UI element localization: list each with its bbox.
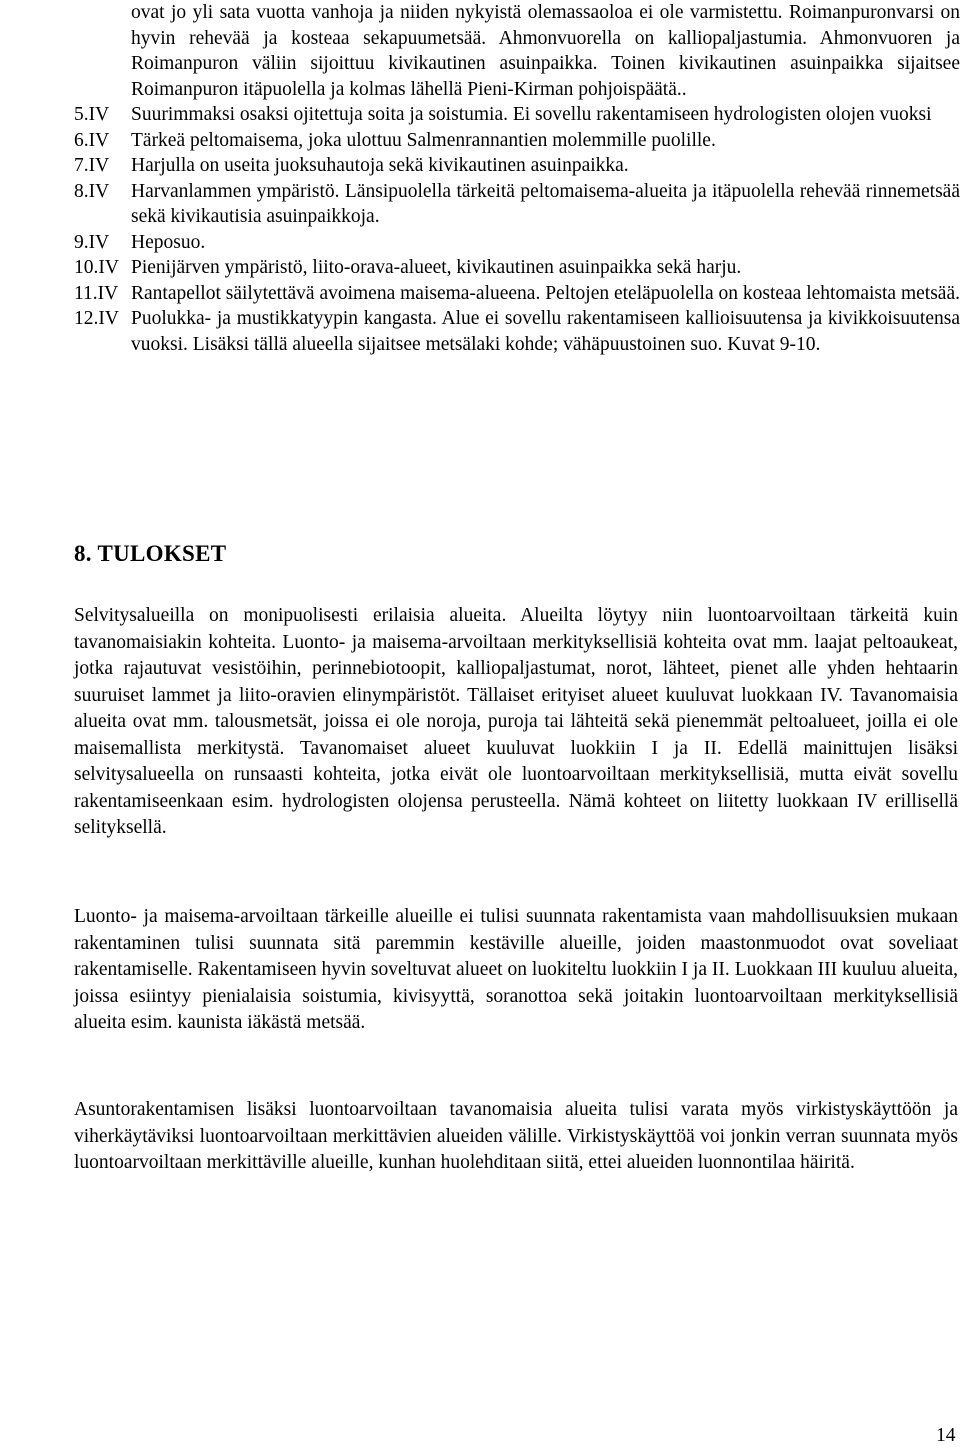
list-item-8	[74, 179, 960, 230]
list-item-7	[74, 153, 960, 179]
list-item-12	[74, 306, 960, 357]
section-heading: 8. TULOKSET	[74, 541, 227, 566]
list-item-number: 11.IV	[74, 282, 119, 304]
area-classification-list	[74, 0, 960, 357]
list-item-number: 5.IV	[74, 104, 110, 125]
list-item-6	[74, 128, 960, 154]
list-item-text: ovat jo yli sata vuotta vanhoja ja niiden nykyistä olemassaoloa ei ole varmistettu. Roimanpuronvarsi on hyvin rehevää ja kosteaa sekapuumetsää. Ahmonvuorella on kalliopaljastumia. Ahmonvuoren ja Roimanpuron väliin sijoittuu kivikautinen asuinpaikka. Toinen kivikautinen asuinpaikka sijaitsee Roimanpuron itäpuolella ja kolmas lähellä Pieni-Kirman pohjoispäätä..	[131, 2, 960, 100]
list-item-number: 9.IV	[74, 231, 110, 253]
body-paragraph: Asuntorakentamisen lisäksi luontoarvoiltaan tavanomaisia alueita tulisi varata myös virkistyskäyttöön ja viherkäytäviksi luontoarvoiltaan merkittävien alueiden välille. Virkistyskäyttöä voi jonkin verran suunnata myös luontoarvoiltaan merkittäville alueille, kunhan huolehditaan siitä, ettei alueiden luonnontilaa häiritä.	[74, 1099, 958, 1173]
list-item-text: Suurimmaksi osaksi ojitettuja soita ja soistumia. Ei sovellu rakentamiseen hydrologisten olojen vuoksi	[131, 104, 932, 125]
list-item-text: Heposuo.	[131, 231, 206, 253]
list-item-text: Harvanlammen ympäristö. Länsipuolella tärkeitä peltomaisema-alueita ja itäpuolella rehevää rinnemetsää sekä kivikautisia asuinpaikkoja.	[131, 180, 960, 227]
list-item-9	[74, 230, 960, 256]
list-item-5	[74, 102, 960, 128]
list-item-number: 12.IV	[74, 308, 119, 329]
list-item-10	[74, 255, 960, 281]
list-item-text: Pienijärven ympäristö, liito-orava-alueet, kivikautinen asuinpaikka sekä harju.	[131, 257, 742, 278]
list-item-11	[74, 281, 960, 307]
list-item-text: Rantapellot säilytettävä avoimena maisema-alueena. Peltojen eteläpuolella on kosteaa lehtomaista metsää.	[131, 282, 960, 304]
list-item-number: 10.IV	[74, 257, 119, 278]
list-item-continued	[74, 0, 960, 102]
list-item-number: 7.IV	[74, 155, 110, 176]
body-paragraph: Luonto- ja maisema-arvoiltaan tärkeille alueille ei tulisi suunnata rakentamista vaan mahdollisuuksien mukaan rakentaminen tulisi suunnata sitä paremmin kestäville alueille, joiden maastonmuodot ovat soveliaat rakentamiselle. Rakentamiseen hyvin soveltuvat alueet on luokiteltu luokkiin I ja II. Luokkaan III kuuluu alueita, joissa esiintyy pienialaisia soistumia, kivisyyttä, soranottoa sekä joitakin luontoarvoiltaan merkityksellisiä alueita esim. kaunista iäkästä metsää.	[74, 906, 958, 1033]
body-paragraph: Selvitysalueilla on monipuolisesti erilaisia alueita. Alueilta löytyy niin luontoarvoiltaan tärkeitä kuin tavanomaisiakin kohteita. Luonto- ja maisema-arvoiltaan merkityksellisiä kohteita ovat mm. laajat peltoaukeat, jotka rajautuvat vesistöihin, perinnebiotoopit, kalliopaljastumat, norot, lähteet, pienet alle yhden hehtaarin suuruiset lammet ja liito-oravien elinympäristöt. Tällaiset erityiset alueet kuuluvat luokkaan IV. Tavanomaisia alueita ovat mm. talousmetsät, joissa ei ole noroja, puroja tai lähteitä sekä pienemmät peltoalueet, joilla ei ole maisemallista merkitystä. Tavanomaiset alueet kuuluvat luokkiin I ja II. Edellä mainittujen lisäksi selvitysalueella on runsaasti kohteita, jotka eivät ole luontoarvoiltaan merkityksellisiä, mutta eivät sovellu rakentamiseenkaan esim. hydrologisten olojensa perusteella. Nämä kohteet on liitetty luokkaan IV erillisellä selityksellä.	[74, 605, 958, 838]
page-number: 14	[936, 1425, 956, 1446]
list-item-number: 8.IV	[74, 180, 110, 202]
list-item-text: Tärkeä peltomaisema, joka ulottuu Salmenrannantien molemmille puolille.	[131, 129, 716, 151]
list-item-number: 6.IV	[74, 129, 110, 151]
list-item-text: Harjulla on useita juoksuhautoja sekä kivikautinen asuinpaikka.	[131, 155, 629, 176]
list-item-text: Puolukka- ja mustikkatyypin kangasta. Alue ei sovellu rakentamiseen kallioisuutensa ja kivikkoisuutensa vuoksi. Lisäksi tällä alueella sijaitsee metsälaki kohde; vähäpuustoinen suo. Kuvat 9-10.	[131, 308, 960, 355]
